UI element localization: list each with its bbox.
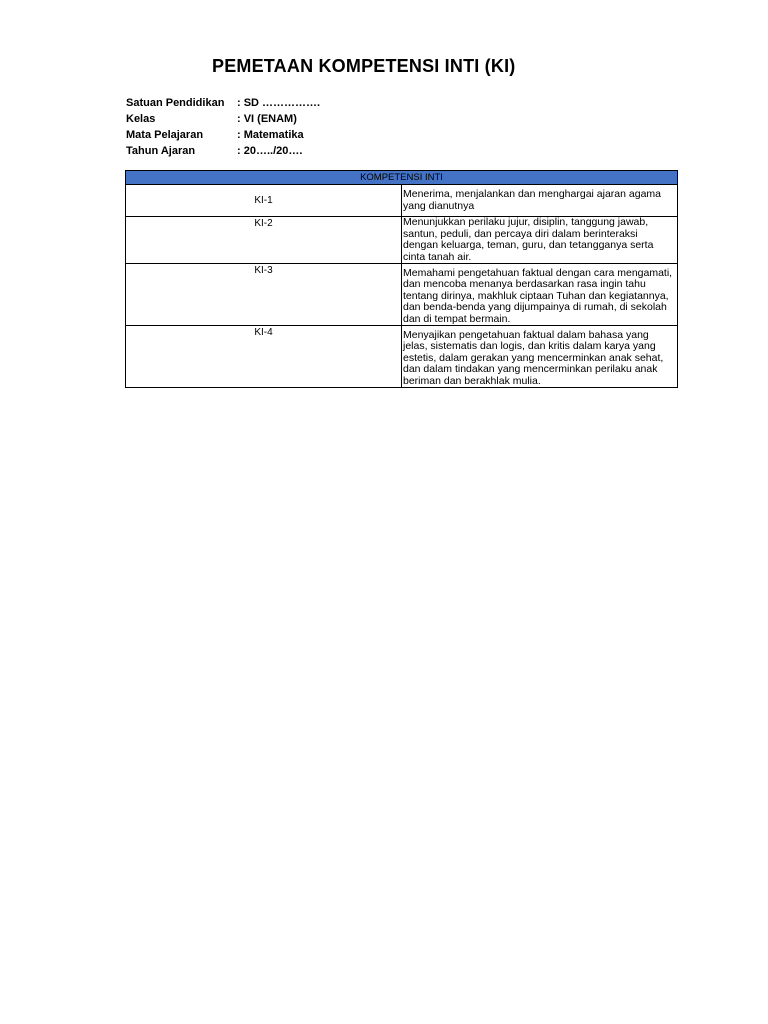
- info-value: : VI (ENAM): [237, 113, 297, 125]
- table-row: [126, 217, 678, 264]
- info-row-mata-pelajaran: [126, 127, 320, 143]
- ki-description: Menyajikan pengetahuan faktual dalam bahasa yang jelas, sistematis dan logis, dan kritis dalam karya yang estetis, dalam gerakan yang mencerminkan anak sehat, dan dalam tindakan yang mencerminkan perilaku anak beriman dan berakhlak mulia.: [402, 326, 678, 388]
- table-row: [126, 264, 678, 326]
- ki-code: KI-3: [126, 264, 402, 326]
- info-row-tahun-ajaran: [126, 143, 320, 159]
- ki-code: KI-2: [126, 217, 402, 264]
- kompetensi-inti-table: [125, 170, 678, 388]
- ki-description: Menerima, menjalankan dan menghargai ajaran agama yang dianutnya: [402, 185, 678, 217]
- info-value: : 20…../20….: [237, 145, 303, 157]
- table-header: KOMPETENSI INTI: [126, 171, 678, 185]
- info-label: Mata Pelajaran: [126, 129, 204, 141]
- table-row: [126, 326, 678, 388]
- info-value: : SD …………….: [237, 97, 321, 109]
- info-row-satuan-pendidikan: [126, 95, 320, 111]
- document-info: [126, 95, 320, 159]
- info-label: Tahun Ajaran: [126, 145, 196, 157]
- info-label: Kelas: [126, 113, 156, 125]
- ki-code: KI-1: [126, 185, 402, 217]
- table-header-row: [126, 171, 678, 185]
- ki-description: Memahami pengetahuan faktual dengan cara mengamati, dan mencoba menanya berdasarkan rasa ingin tahu tentang dirinya, makhluk ciptaan Tuhan dan kegiatannya, dan benda-benda yang dijumpainya di rumah, di sekolah dan di tempat bermain.: [402, 264, 678, 326]
- info-row-kelas: [126, 111, 320, 127]
- ki-description: Menunjukkan perilaku jujur, disiplin, tanggung jawab, santun, peduli, dan percaya diri dalam berinteraksi dengan keluarga, teman, guru, dan tetangganya serta cinta tanah air.: [402, 217, 678, 264]
- table-row: [126, 185, 678, 217]
- page-title: PEMETAAN KOMPETENSI INTI (KI): [212, 56, 516, 76]
- info-label: Satuan Pendidikan: [126, 97, 225, 109]
- info-value: : Matematika: [237, 129, 304, 141]
- ki-code: KI-4: [126, 326, 402, 388]
